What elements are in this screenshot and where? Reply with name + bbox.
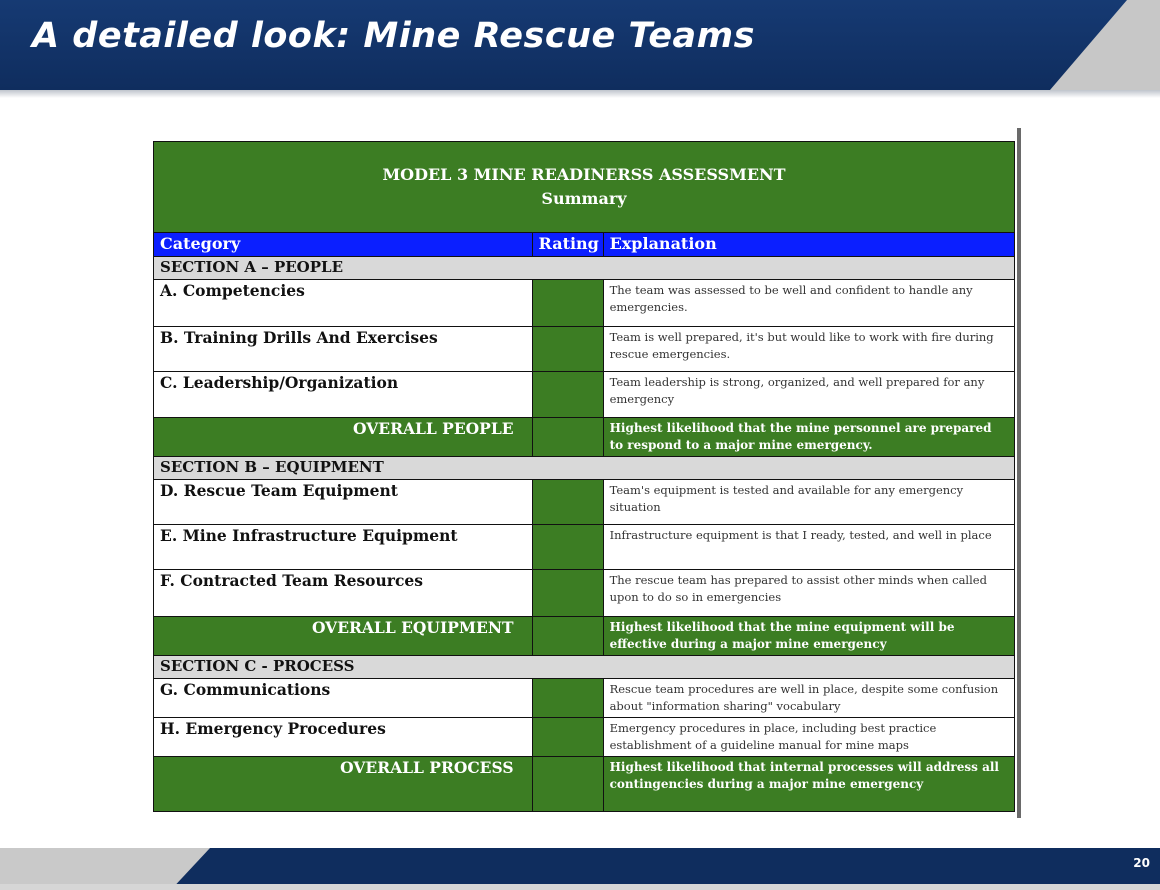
section-heading: SECTION B – EQUIPMENT [154, 457, 1015, 480]
category-cell: C. Leadership/Organization [154, 372, 533, 418]
overall-label: OVERALL EQUIPMENT [154, 617, 533, 656]
table-row [154, 718, 1015, 757]
overall-row [154, 418, 1015, 457]
rating-cell [532, 570, 603, 617]
overall-label: OVERALL PEOPLE [154, 418, 533, 457]
header-decoration [1050, 0, 1160, 90]
category-cell: E. Mine Infrastructure Equipment [154, 525, 533, 570]
category-cell: B. Training Drills And Exercises [154, 327, 533, 372]
footer-strip [0, 884, 1160, 890]
overall-label: OVERALL PROCESS [154, 757, 533, 812]
table-title-line1: MODEL 3 MINE READINERSS ASSESSMENT [382, 165, 786, 184]
table-row [154, 280, 1015, 327]
table-title-line2: Summary [541, 189, 627, 208]
overall-row [154, 617, 1015, 656]
table-row [154, 480, 1015, 525]
header-rating: Rating [532, 233, 603, 257]
header-shadow [0, 90, 1160, 98]
header-category: Category [154, 233, 533, 257]
explanation-cell: Team is well prepared, it's but would like to work with fire during rescue emergencies. [603, 327, 1014, 372]
explanation-cell: Infrastructure equipment is that I ready, tested, and well in place [603, 525, 1014, 570]
explanation-cell: Emergency procedures in place, including best practice establishment of a guideline manual for mine maps [603, 718, 1014, 757]
readiness-assessment-table [153, 141, 1015, 812]
rating-cell [532, 372, 603, 418]
table-row [154, 679, 1015, 718]
explanation-cell: Team's equipment is tested and available for any emergency situation [603, 480, 1014, 525]
footer-decoration [0, 848, 210, 884]
explanation-cell: The team was assessed to be well and confident to handle any emergencies. [603, 280, 1014, 327]
section-heading: SECTION C - PROCESS [154, 656, 1015, 679]
rating-cell [532, 480, 603, 525]
rating-cell [532, 679, 603, 718]
table-row [154, 372, 1015, 418]
category-cell: H. Emergency Procedures [154, 718, 533, 757]
section-row [154, 457, 1015, 480]
slide-title: A detailed look: Mine Rescue Teams [32, 16, 755, 56]
rating-cell [532, 757, 603, 812]
rating-cell [532, 617, 603, 656]
explanation-cell: The rescue team has prepared to assist other minds when called upon to do so in emergencies [603, 570, 1014, 617]
document-edge-shadow [1017, 128, 1021, 818]
overall-explanation: Highest likelihood that internal processes will address all contingencies during a major mine emergency [603, 757, 1014, 812]
table-row [154, 327, 1015, 372]
overall-row [154, 757, 1015, 812]
rating-cell [532, 418, 603, 457]
section-heading: SECTION A – PEOPLE [154, 257, 1015, 280]
table-header-row [154, 233, 1015, 257]
category-cell: F. Contracted Team Resources [154, 570, 533, 617]
section-row [154, 656, 1015, 679]
slide-header [0, 0, 1160, 90]
rating-cell [532, 280, 603, 327]
rating-cell [532, 327, 603, 372]
rating-cell [532, 718, 603, 757]
category-cell: G. Communications [154, 679, 533, 718]
explanation-cell: Rescue team procedures are well in place, despite some confusion about "information sharing" vocabulary [603, 679, 1014, 718]
overall-explanation: Highest likelihood that the mine personnel are prepared to respond to a major mine emergency. [603, 418, 1014, 457]
table-row [154, 570, 1015, 617]
overall-explanation: Highest likelihood that the mine equipment will be effective during a major mine emergency [603, 617, 1014, 656]
explanation-cell: Team leadership is strong, organized, and well prepared for any emergency [603, 372, 1014, 418]
header-explanation: Explanation [603, 233, 1014, 257]
category-cell: D. Rescue Team Equipment [154, 480, 533, 525]
table-row [154, 525, 1015, 570]
table-title [154, 142, 1015, 233]
category-cell: A. Competencies [154, 280, 533, 327]
page-number: 20 [1133, 856, 1150, 870]
section-row [154, 257, 1015, 280]
rating-cell [532, 525, 603, 570]
